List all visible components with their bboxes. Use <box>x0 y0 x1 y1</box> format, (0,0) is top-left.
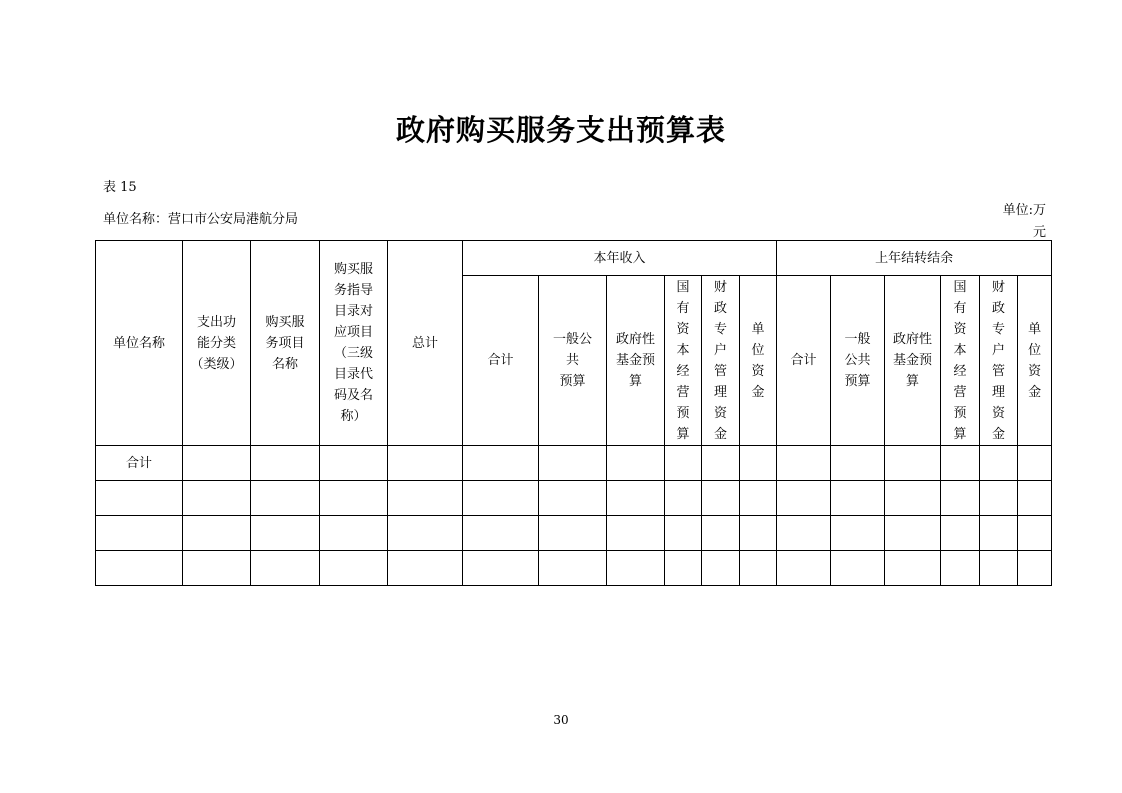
budget-table <box>95 240 1052 586</box>
header-carry-state: 国 有 资 本 经 营 预 算 <box>941 276 980 446</box>
header-carryover: 上年结转结余 <box>777 241 1052 276</box>
unit-label <box>988 200 1046 244</box>
header-current-sum: 合计 <box>463 276 539 446</box>
header-catalog: 购买服 务指导 目录对 应项目 （三级 目录代 码及名 称） <box>320 241 388 446</box>
table-row <box>96 481 1052 516</box>
row-label <box>96 551 183 586</box>
table-row <box>96 446 1052 481</box>
unit-label-line1: 单位:万 <box>1002 203 1046 218</box>
unit-label-line2: 元 <box>1032 225 1046 240</box>
header-func: 支出功 能分类 （类级） <box>183 241 251 446</box>
page-title: 政府购买服务支出预算表 <box>395 113 726 147</box>
header-current-state: 国 有 资 本 经 营 预 算 <box>665 276 702 446</box>
header-carry-general: 一般 公共 预算 <box>831 276 885 446</box>
table-number: 表 15 <box>103 180 137 195</box>
table-row <box>96 516 1052 551</box>
row-label <box>96 481 183 516</box>
header-current-general: 一般公 共 预算 <box>539 276 607 446</box>
header-carry-fund: 政府性 基金预 算 <box>885 276 941 446</box>
header-carry-sum: 合计 <box>777 276 831 446</box>
unit-name: 单位名称：营口市公安局港航分局 <box>103 212 299 227</box>
header-current-income: 本年收入 <box>463 241 777 276</box>
row-label <box>96 516 183 551</box>
row-label: 合计 <box>96 446 183 481</box>
header-unit: 单位名称 <box>96 241 183 446</box>
header-total: 总计 <box>388 241 463 446</box>
header-carry-fiscal: 财 政 专 户 管 理 资 金 <box>980 276 1018 446</box>
header-item: 购买服 务项目 名称 <box>251 241 320 446</box>
header-current-fiscal: 财 政 专 户 管 理 资 金 <box>702 276 740 446</box>
table-row <box>96 551 1052 586</box>
header-current-unitfund: 单 位 资 金 <box>740 276 777 446</box>
page-number: 30 <box>553 713 569 727</box>
header-row-1 <box>96 241 1052 276</box>
header-carry-unitfund: 单 位 资 金 <box>1018 276 1052 446</box>
header-current-fund: 政府性 基金预 算 <box>607 276 665 446</box>
